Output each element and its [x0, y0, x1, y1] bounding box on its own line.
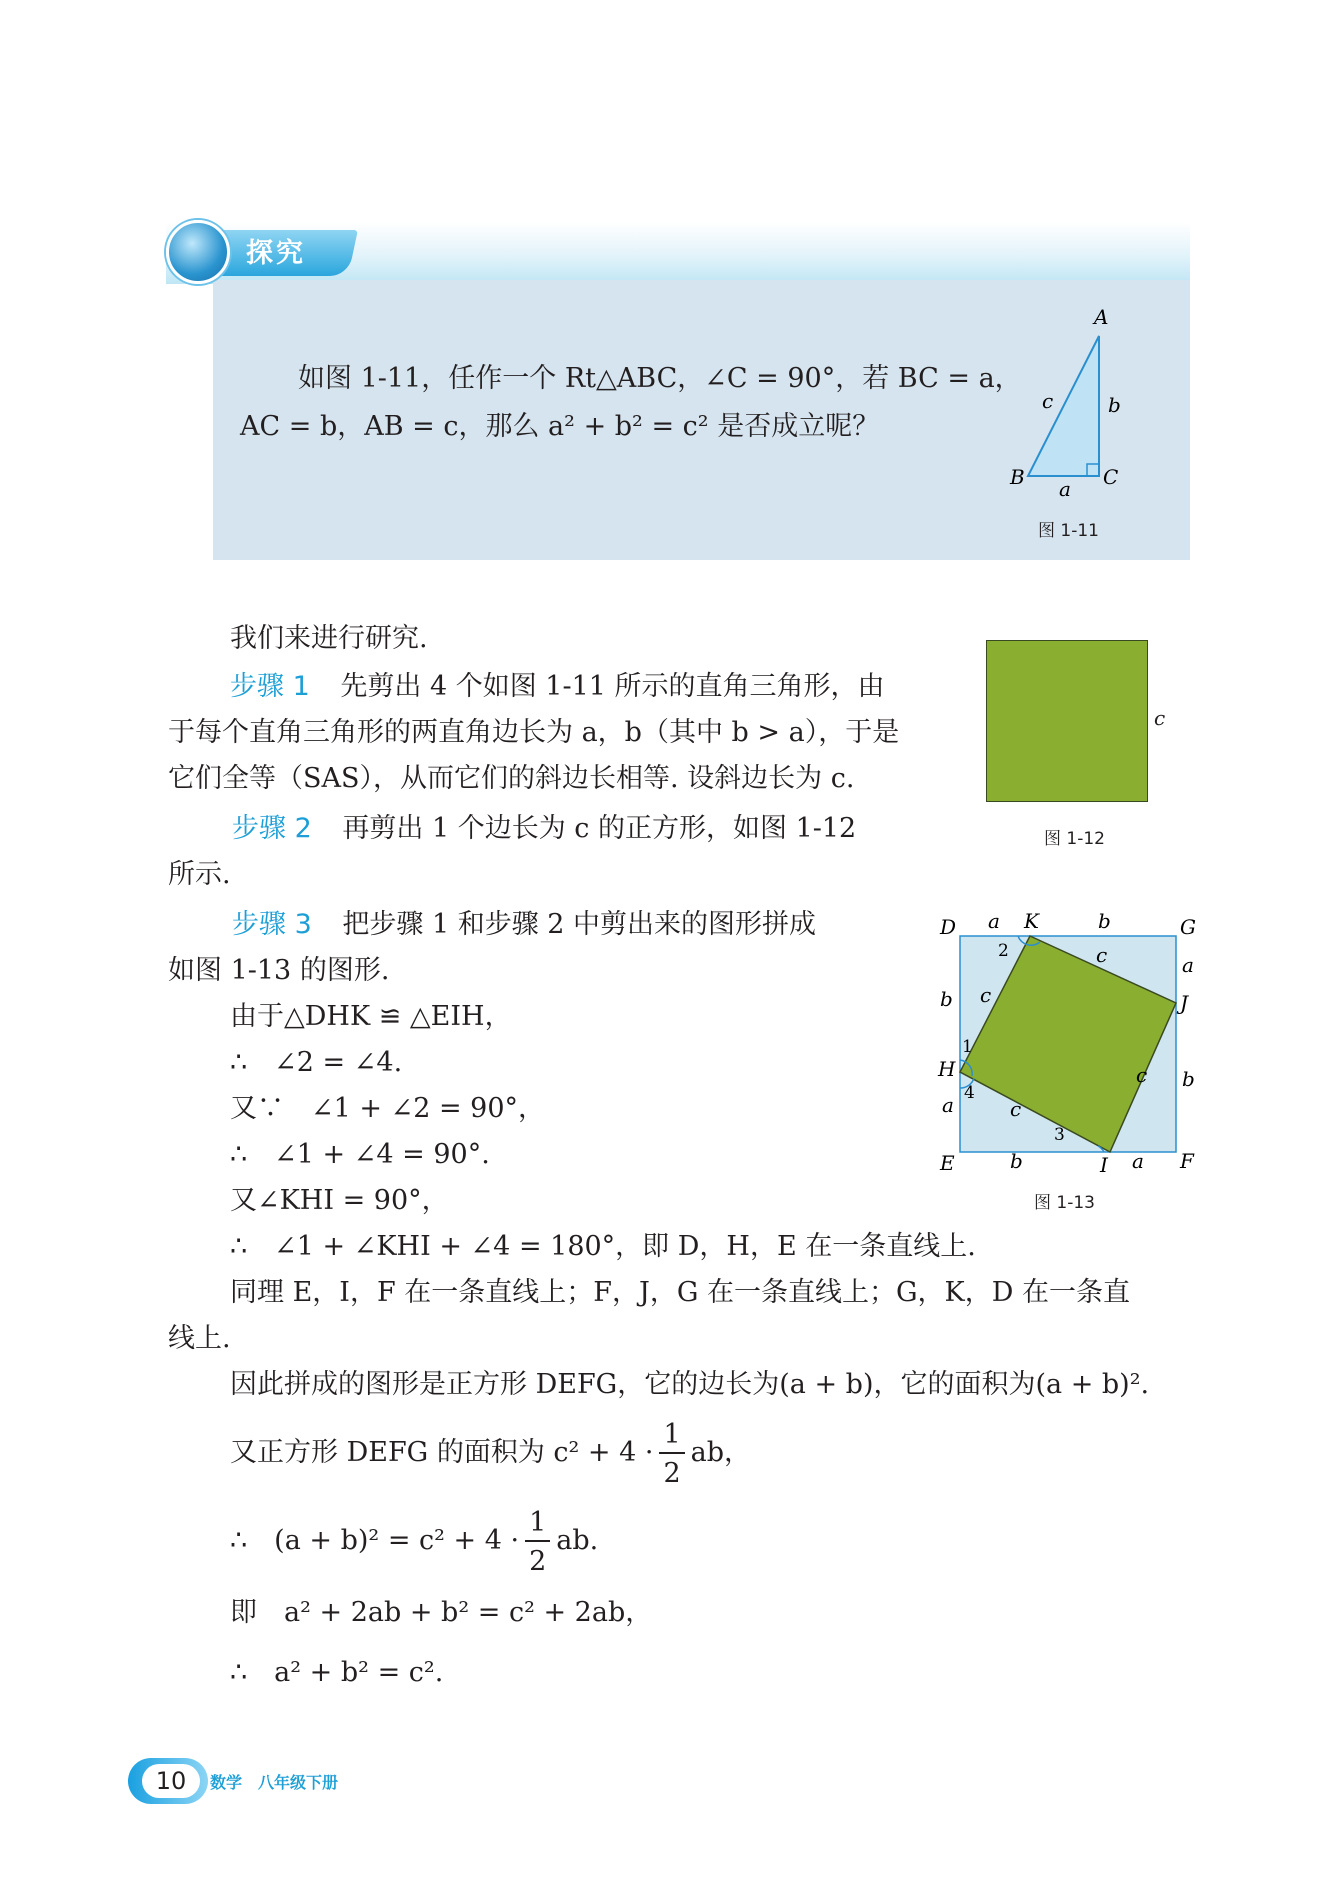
step1-line1 [230, 664, 885, 710]
proof-line-11-after: ab. [556, 1525, 599, 1556]
right-a-label: a [1182, 953, 1194, 977]
step3-label: 步骤 3 [232, 909, 312, 940]
fraction-numerator: 1 [659, 1421, 684, 1454]
vertex-j-label: J [1180, 991, 1189, 1015]
top-b-label: b [1098, 909, 1111, 933]
step2-label: 步骤 2 [232, 813, 312, 844]
fraction-denominator: 2 [663, 1457, 681, 1489]
top-a-label: a [988, 909, 1000, 933]
angle-1-label: 1 [962, 1037, 973, 1057]
explore-title: 探究 [246, 238, 306, 269]
step3-line1 [232, 902, 816, 948]
proof-line-10-after: ab， [690, 1437, 752, 1468]
angle-3-label: 3 [1054, 1125, 1065, 1145]
fraction-one-half-2 [525, 1506, 550, 1577]
footer-book-title: 数学 八年级下册 [210, 1773, 339, 1792]
left-a-label: a [942, 1093, 954, 1117]
figure-1-11-caption: 图 1-11 [1038, 521, 1099, 541]
proof-line-12: 即 a² + 2ab + b² = c² + 2ab， [230, 1597, 653, 1628]
inner-c-left-label: c [980, 983, 992, 1007]
vertex-i-label: I [1100, 1153, 1108, 1177]
explore-question-line2: AC = b，AB = c，那么 a² + b² = c² 是否成立呢？ [240, 411, 880, 442]
vertex-d-label: D [940, 915, 957, 939]
inner-c-top-label: c [1096, 943, 1108, 967]
figure-1-12-caption: 图 1-12 [1044, 829, 1105, 849]
explore-icon [166, 220, 230, 284]
side-c-label: c [1042, 389, 1054, 413]
step2-text: 再剪出 1 个边长为 c 的正方形，如图 1-12 [342, 813, 857, 844]
proof-line-11-before: ∴ (a + b)² = c² + 4 · [230, 1525, 520, 1556]
vertex-c-label: C [1103, 465, 1119, 489]
proof-line-5: 又∠KHI = 90°， [230, 1185, 449, 1216]
angle-2-label: 2 [998, 941, 1009, 961]
explore-question-line1: 如图 1-11，任作一个 Rt△ABC，∠C = 90°，若 BC = a， [298, 363, 1022, 394]
bottom-b-label: b [1010, 1149, 1023, 1173]
side-b-label: b [1108, 393, 1121, 417]
vertex-e-label: E [940, 1151, 955, 1175]
step3-text: 把步骤 1 和步骤 2 中剪出来的图形拼成 [342, 909, 817, 940]
step2-line2: 所示. [168, 859, 231, 890]
left-b-label: b [940, 987, 953, 1011]
step1-line3: 它们全等（SAS），从而它们的斜边长相等. 设斜边长为 c. [168, 763, 855, 794]
proof-line-2: ∴ ∠2 = ∠4. [230, 1047, 403, 1078]
proof-line-11 [230, 1506, 598, 1576]
fraction-one-half [659, 1418, 684, 1489]
intro-text: 我们来进行研究. [230, 623, 428, 654]
vertex-b-label: B [1010, 465, 1025, 489]
figure-1-12-side-label: c [1154, 706, 1166, 730]
figure-1-13-caption: 图 1-13 [1034, 1193, 1095, 1213]
step2-line1 [232, 806, 856, 852]
proof-line-8: 线上. [168, 1323, 231, 1354]
fraction-denominator-2: 2 [529, 1545, 547, 1577]
vertex-k-label: K [1024, 909, 1039, 933]
right-triangle-abc [1028, 336, 1099, 476]
vertex-h-label: H [938, 1057, 956, 1081]
right-b-label: b [1182, 1067, 1195, 1091]
proof-line-4: ∴ ∠1 + ∠4 = 90°. [230, 1139, 490, 1170]
fraction-numerator-2: 1 [525, 1509, 550, 1542]
inner-c-right-label: c [1136, 1063, 1148, 1087]
proof-line-3: 又∵ ∠1 + ∠2 = 90°， [230, 1093, 546, 1124]
step3-line2: 如图 1-13 的图形. [168, 955, 390, 986]
proof-line-6: ∴ ∠1 + ∠KHI + ∠4 = 180°，即 D，H，E 在一条直线上. [230, 1231, 976, 1262]
vertex-g-label: G [1180, 915, 1196, 939]
figure-1-13 [930, 900, 1200, 1180]
proof-line-9: 因此拼成的图形是正方形 DEFG，它的边长为(a + b)，它的面积为(a + b)². [230, 1369, 1150, 1400]
page-number: 10 [155, 1767, 187, 1795]
step1-line2: 于每个直角三角形的两直角边长为 a，b（其中 b > a），于是 [168, 717, 900, 748]
proof-line-13: ∴ a² + b² = c². [230, 1657, 444, 1688]
vertex-f-label: F [1180, 1149, 1194, 1173]
inner-c-bottom-label: c [1010, 1097, 1022, 1121]
side-a-label: a [1059, 477, 1071, 500]
vertex-a-label: A [1094, 305, 1109, 329]
proof-line-10-before: 又正方形 DEFG 的面积为 c² + 4 · [230, 1437, 654, 1468]
proof-line-7: 同理 E，I，F 在一条直线上；F，J，G 在一条直线上；G，K，D 在一条直 [230, 1277, 1130, 1308]
bottom-a-label: a [1132, 1149, 1144, 1173]
angle-4-label: 4 [964, 1083, 975, 1103]
figure-1-11 [990, 300, 1140, 500]
proof-line-1: 由于△DHK ≌ △EIH， [230, 1001, 512, 1032]
step1-label: 步骤 1 [230, 671, 310, 702]
figure-1-12-square [986, 640, 1148, 802]
step1-text: 先剪出 4 个如图 1-11 所示的直角三角形，由 [340, 671, 885, 702]
proof-line-10 [230, 1418, 751, 1488]
